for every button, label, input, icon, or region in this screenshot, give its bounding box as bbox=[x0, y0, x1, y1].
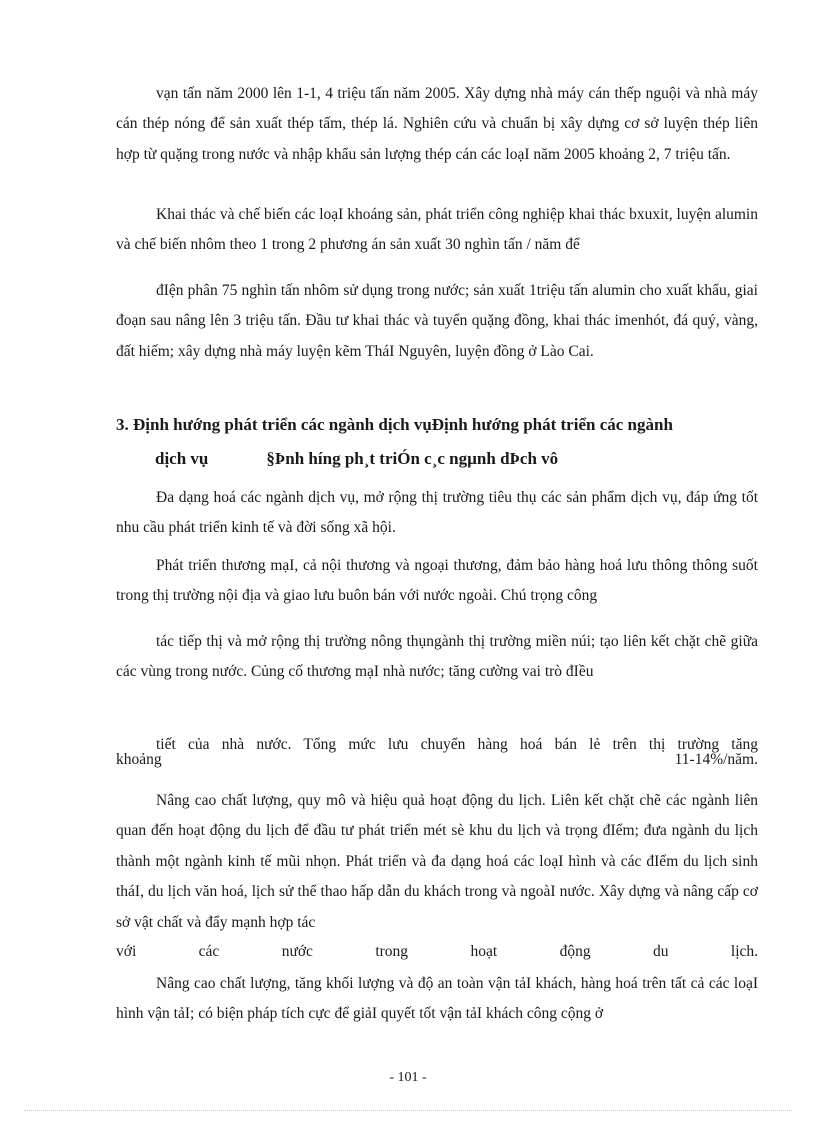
paragraph-service-diversification bbox=[116, 483, 758, 544]
paragraph-trade-development bbox=[116, 551, 758, 612]
paragraph-text: Nâng cao chất lượng, quy mô và hiệu quả hoạt động du lịch. Liên kết chặt chẽ các ngành liên quan đến hoạt động du lịch để đầu tư phát triển mét sè khu du lịch và trọng đIểm; đưa ngành du lịch thành một ngành kinh tế mũi nhọn. Phát triển và đa dạng hoá các loạI hình và các đIểm du lịch sinh tháI, du lịch văn hoá, lịch sử thể thao hấp dẫn du khách trong và ngoàI nước. Xây dựng và nâng cấp cơ sở vật chất và đẩy mạnh hợp tác bbox=[116, 792, 758, 931]
footer-dotted-rule bbox=[24, 1110, 792, 1111]
paragraph-text: khoảng bbox=[116, 751, 162, 768]
paragraph-text: tiết của nhà nước. Tổng mức lưu chuyển hàng hoá bán lẻ trên thị trường tăng bbox=[156, 736, 758, 753]
paragraph-text: tác tiếp thị và mở rộng thị trường nông thụngành thị trường miền núi; tạo liên kết chặt chẽ giữa các vùng trong nước. Củng cố thương mạI nhà nước; tăng cường vai trò đIều bbox=[116, 633, 758, 681]
heading-garbled-fragment: §Þnh híng ph¸t triÓn c¸c ngµnh dÞch vô bbox=[266, 449, 559, 468]
paragraph-tourism-development bbox=[116, 786, 758, 938]
paragraph-aluminium-electrolysis bbox=[116, 276, 758, 367]
paragraph-text: Phát triển thương mạI, cả nội thương và ngoại thương, đảm bảo hàng hoá lưu thông thông suốt trong thị trường nội địa và giao lưu buôn bán với nước ngoài. Chú trọng công bbox=[116, 557, 758, 605]
paragraph-text: Nâng cao chất lượng, tăng khối lượng và độ an toàn vận tảI khách, hàng hoá trên tất cả các loạI hình vận tảI; có biện pháp tích cực để giảI quyết tốt vận tảI khách công cộng ở bbox=[116, 975, 758, 1023]
paragraph-text: vạn tấn năm 2000 lên 1-1, 4 triệu tấn năm 2005. Xây dựng nhà máy cán thếp nguội và nhà máy cán thép nóng để sản xuất thép tấm, thép lá. Nghiên cứu và chuẩn bị xây dựng cơ sở luyện thép liên hợp từ quặng trong nước và nhập khẩu sản lượng thép cán các loạI năm 2005 khoảng 2, 7 triệu tấn. bbox=[116, 85, 758, 163]
page-number: - 101 - bbox=[389, 1070, 427, 1085]
retail-growth-rate: 11-14%/năm. bbox=[674, 751, 758, 768]
paragraph-market-expansion bbox=[116, 627, 758, 688]
section-heading: 3. Định hướng phát triển các ngành dịch vụĐịnh hướng phát triển các ngành bbox=[116, 415, 673, 434]
section-heading-continued bbox=[155, 443, 558, 475]
paragraph-transport-quality bbox=[116, 969, 758, 1030]
heading-fragment: dịch vụ bbox=[155, 449, 209, 468]
paragraph-text: đIện phân 75 nghìn tấn nhôm sử dụng trong nước; sản xuất 1triệu tấn alumin cho xuất khẩu, giai đoạn sau nâng lên 3 triệu tấn. Đầu tư khai thác và tuyển quặng đồng, khai thác imenhót, đá quý, vàng, đất hiếm; xây dựng nhà máy luyện kẽm TháI Nguyên, luyện đồng ở Lào Cai. bbox=[116, 282, 758, 360]
paragraph-retail-growth-line2 bbox=[116, 745, 758, 775]
paragraph-steel-production bbox=[116, 79, 758, 170]
paragraph-text: Khai thác và chế biến các loạI khoáng sản, phát triển công nghiệp khai thác bxuxit, luyện alumin và chế biến nhôm theo 1 trong 2 phương án sản xuất 30 nghìn tấn / năm để bbox=[116, 206, 758, 254]
paragraph-mineral-exploitation bbox=[116, 200, 758, 261]
paragraph-tourism-last-line: với các nước trong hoạt động du lịch. bbox=[116, 943, 758, 960]
paragraph-text: Đa dạng hoá các ngành dịch vụ, mở rộng thị trường tiêu thụ các sản phẩm dịch vụ, đáp ứng tốt nhu cầu phát triển kinh tế và đời sống xã hội. bbox=[116, 489, 758, 537]
